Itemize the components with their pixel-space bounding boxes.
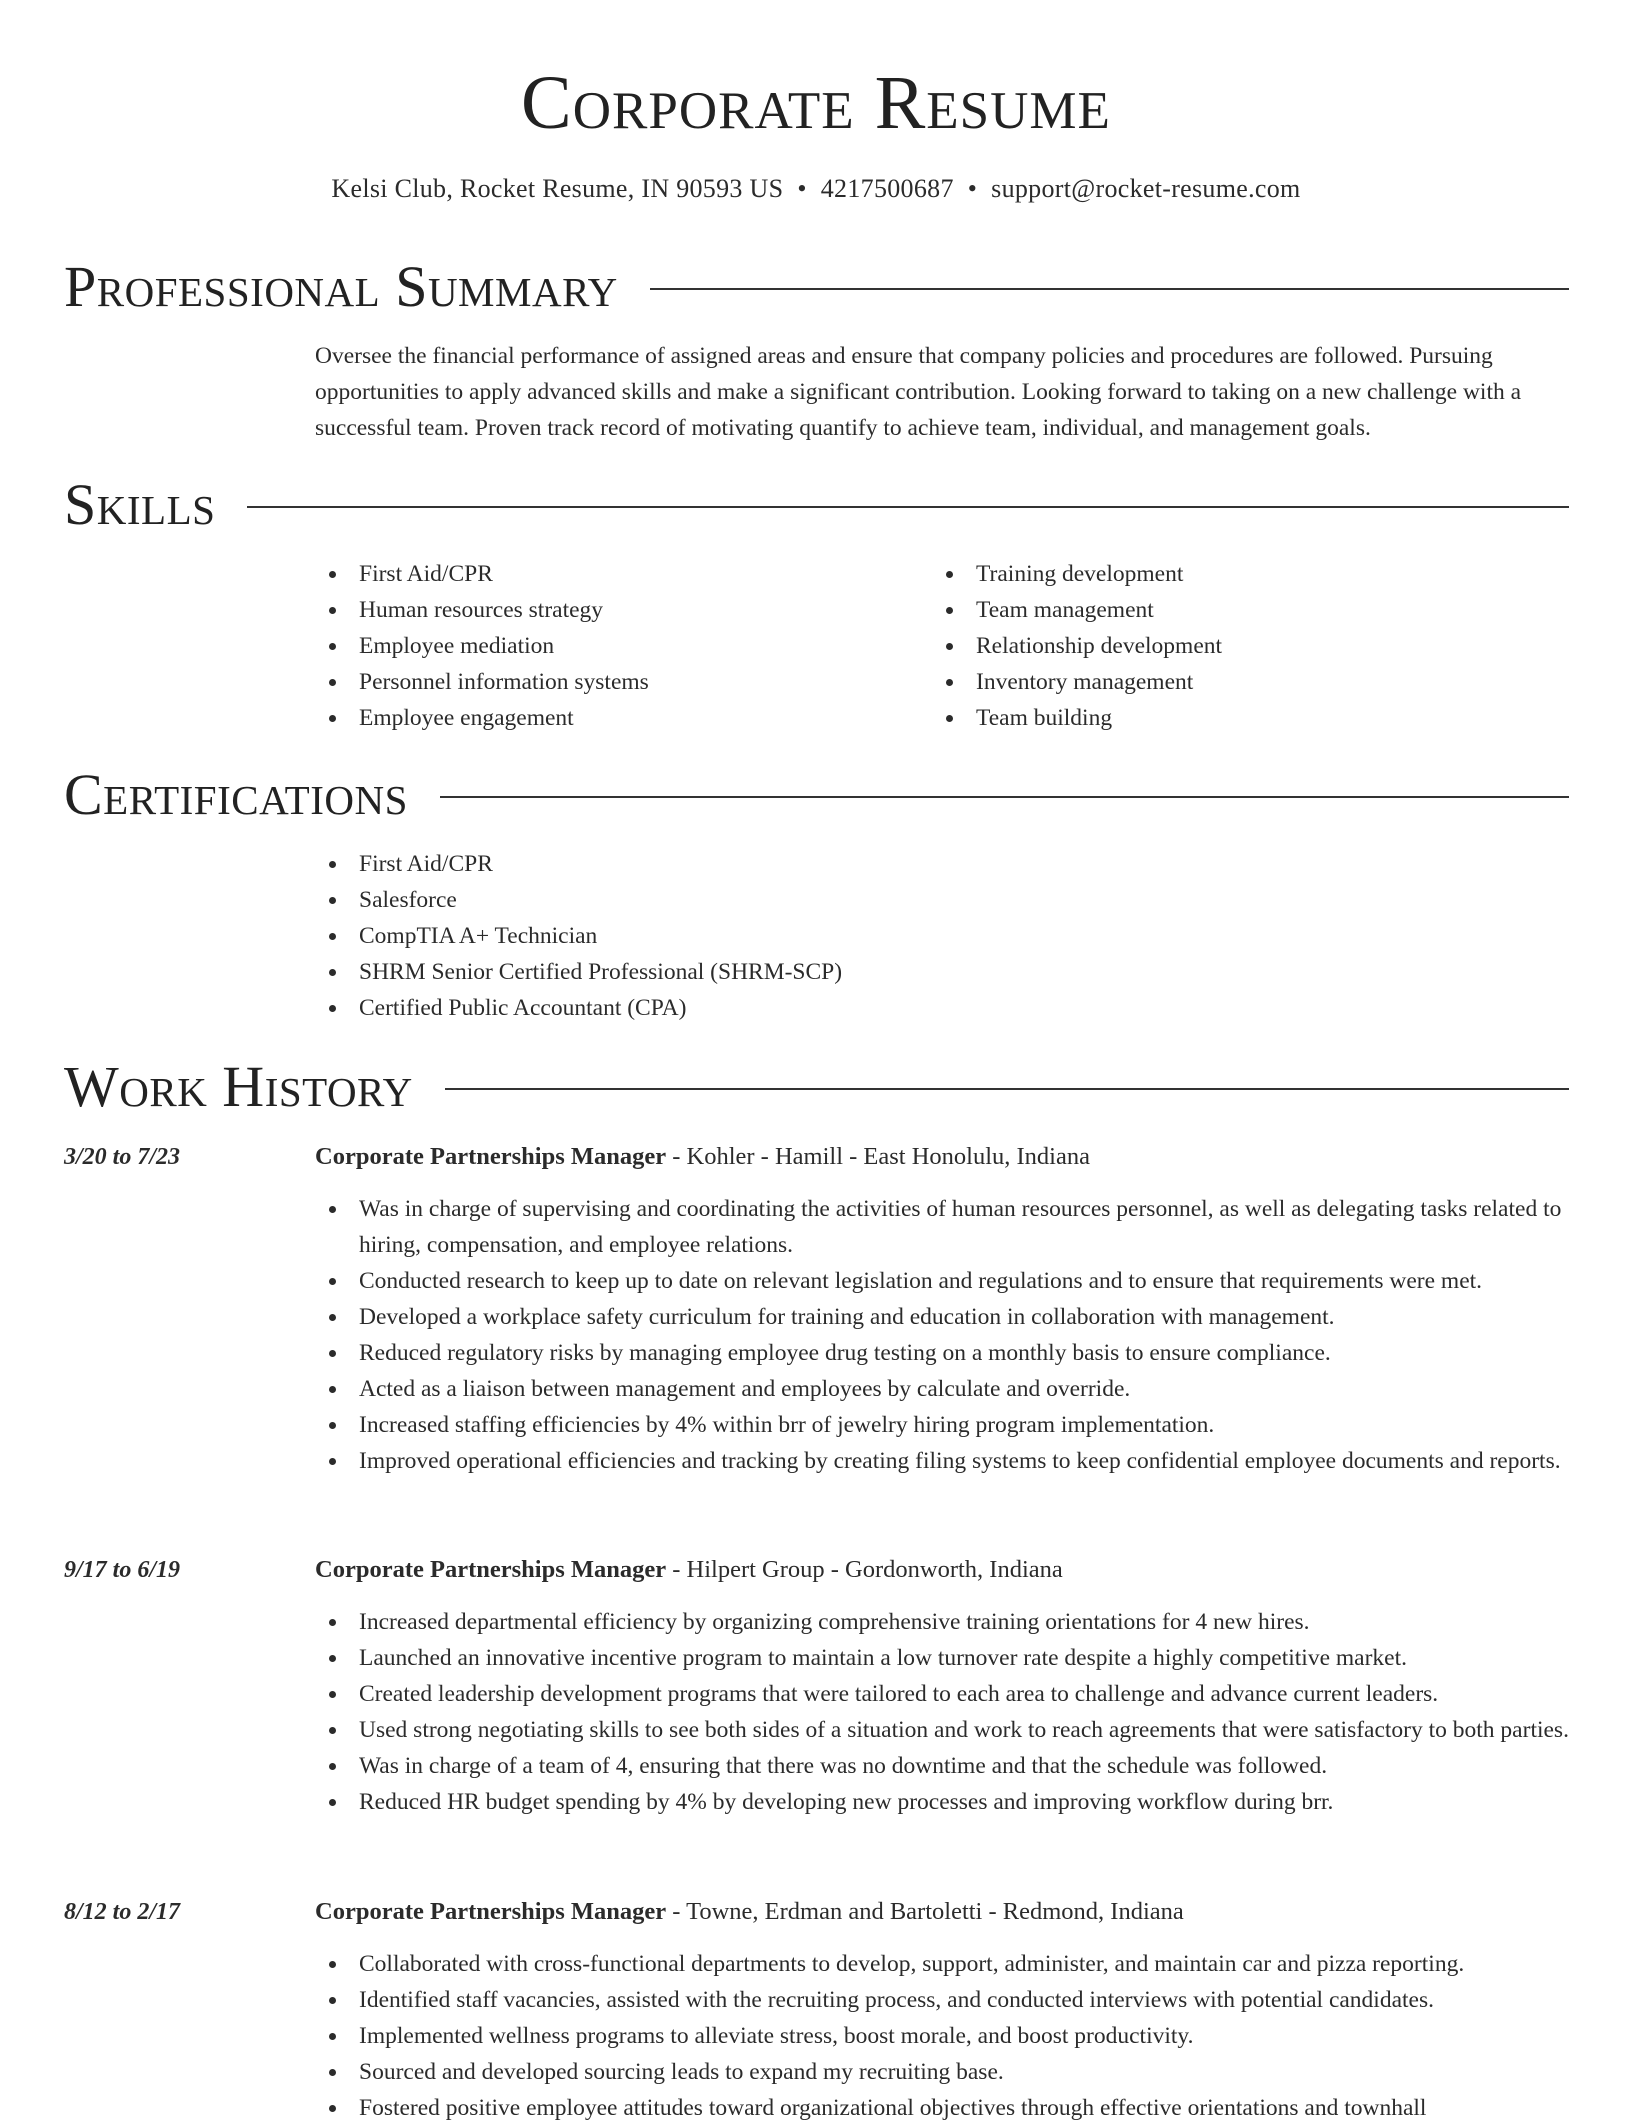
contact-line — [0, 174, 1632, 204]
skills-divider — [247, 506, 1569, 508]
contact-email: support@rocket-resume.com — [991, 174, 1301, 203]
work-bullet: Implemented wellness programs to alleviate stress, boost morale, and boost productivity. — [315, 2018, 1569, 2054]
certification-item: CompTIA A+ Technician — [315, 918, 1569, 954]
work-heading-line — [315, 1139, 1090, 1175]
summary-heading-text: Professional Summary — [64, 254, 618, 319]
skill-item: Team management — [932, 592, 1532, 628]
job-company: - Towne, Erdman and Bartoletti - Redmond, Indiana — [666, 1898, 1184, 1925]
skill-item: First Aid/CPR — [315, 556, 915, 592]
certification-item: SHRM Senior Certified Professional (SHRM-SCP) — [315, 954, 1569, 990]
certifications-heading — [64, 760, 1569, 830]
skill-item: Employee engagement — [315, 700, 915, 736]
contact-address: Kelsi Club, Rocket Resume, IN 90593 US — [331, 174, 784, 203]
work-bullets — [315, 1604, 1569, 1820]
skills-heading — [64, 470, 1569, 540]
work-bullet: Was in charge of supervising and coordinating the activities of human resources personnel, as well as delegating tasks related to hiring, compensation, and employee relations. — [315, 1191, 1569, 1263]
contact-separator: • — [797, 174, 807, 203]
work-bullet: Collaborated with cross-functional departments to develop, support, administer, and maintain car and pizza reporting. — [315, 1946, 1569, 1982]
work-dates: 3/20 to 7/23 — [64, 1144, 181, 1170]
work-bullet: Used strong negotiating skills to see both sides of a situation and work to reach agreements that were satisfactory to both parties. — [315, 1712, 1569, 1748]
certifications-divider — [440, 796, 1569, 798]
work-bullet: Launched an innovative incentive program to maintain a low turnover rate despite a highly competitive market. — [315, 1640, 1569, 1676]
work-heading-line — [315, 1894, 1184, 1930]
contact-separator: • — [967, 174, 978, 203]
work-bullet: Created leadership development programs that were tailored to each area to challenge and advance current leaders. — [315, 1676, 1569, 1712]
work-bullet: Developed a workplace safety curriculum for training and education in collaboration with management. — [315, 1299, 1569, 1335]
job-title: Corporate Partnerships Manager — [315, 1556, 667, 1583]
work-bullet: Improved operational efficiencies and tracking by creating filing systems to keep confidential employee documents and reports. — [315, 1443, 1569, 1479]
work-bullets — [315, 1946, 1569, 2126]
skill-item: Employee mediation — [315, 628, 915, 664]
job-company: - Kohler - Hamill - East Honolulu, Indiana — [666, 1143, 1090, 1170]
work-bullet: Was in charge of a team of 4, ensuring that there was no downtime and that the schedule was followed. — [315, 1748, 1569, 1784]
job-title: Corporate Partnerships Manager — [315, 1898, 667, 1925]
work-heading-text: Work History — [64, 1054, 413, 1119]
work-bullet: Increased departmental efficiency by organizing comprehensive training orientations for 4 new hires. — [315, 1604, 1569, 1640]
work-bullet: Fostered positive employee attitudes toward organizational objectives through effective orientations and townhall — [315, 2090, 1569, 2126]
certifications-column — [315, 846, 1569, 1026]
skills-heading-text: Skills — [64, 472, 216, 537]
work-bullet: Increased staffing efficiencies by 4% within brr of jewelry hiring program implementation. — [315, 1407, 1569, 1443]
skill-item: Personnel information systems — [315, 664, 915, 700]
work-bullet: Sourced and developed sourcing leads to expand my recruiting base. — [315, 2054, 1569, 2090]
skill-item: Training development — [932, 556, 1532, 592]
work-divider — [445, 1088, 1569, 1090]
contact-phone: 4217500687 — [820, 174, 954, 203]
certification-item: Certified Public Accountant (CPA) — [315, 990, 1569, 1026]
certification-item: First Aid/CPR — [315, 846, 1569, 882]
skill-item: Relationship development — [932, 628, 1532, 664]
skills-column-left — [315, 556, 915, 736]
skills-list-left — [315, 556, 915, 736]
summary-text: Oversee the financial performance of assigned areas and ensure that company policies and procedures are followed. Pursuing opportunities to apply advanced skills and make a significant contribution. Looking forward to taking on a new challenge with a successful team. Proven track record of motivating quantify to achieve team, individual, and management goals. — [315, 343, 1522, 441]
resume-title: Corporate Resume — [521, 61, 1111, 145]
work-heading-line — [315, 1552, 1063, 1588]
work-dates: 8/12 to 2/17 — [64, 1899, 181, 1925]
certifications-heading-text: Certifications — [64, 762, 408, 827]
work-bullet: Acted as a liaison between management and employees by calculate and override. — [315, 1371, 1569, 1407]
certification-item: Salesforce — [315, 882, 1569, 918]
skills-column-right — [932, 556, 1532, 736]
job-title: Corporate Partnerships Manager — [315, 1143, 667, 1170]
work-bullet: Identified staff vacancies, assisted with the recruiting process, and conducted interviews with potential candidates. — [315, 1982, 1569, 2018]
work-bullet: Conducted research to keep up to date on relevant legislation and regulations and to ensure that requirements were met. — [315, 1263, 1569, 1299]
work-dates: 9/17 to 6/19 — [64, 1557, 181, 1583]
job-company: - Hilpert Group - Gordonworth, Indiana — [666, 1556, 1063, 1583]
certifications-list — [315, 846, 1569, 1026]
work-bullet: Reduced HR budget spending by 4% by developing new processes and improving workflow during brr. — [315, 1784, 1569, 1820]
skills-list-right — [932, 556, 1532, 736]
skill-item: Inventory management — [932, 664, 1532, 700]
work-heading — [64, 1052, 1569, 1122]
work-bullet: Reduced regulatory risks by managing employee drug testing on a monthly basis to ensure compliance. — [315, 1335, 1569, 1371]
work-bullets — [315, 1191, 1569, 1479]
skill-item: Team building — [932, 700, 1532, 736]
summary-divider — [650, 288, 1569, 290]
skill-item: Human resources strategy — [315, 592, 915, 628]
summary-heading — [64, 252, 1569, 322]
